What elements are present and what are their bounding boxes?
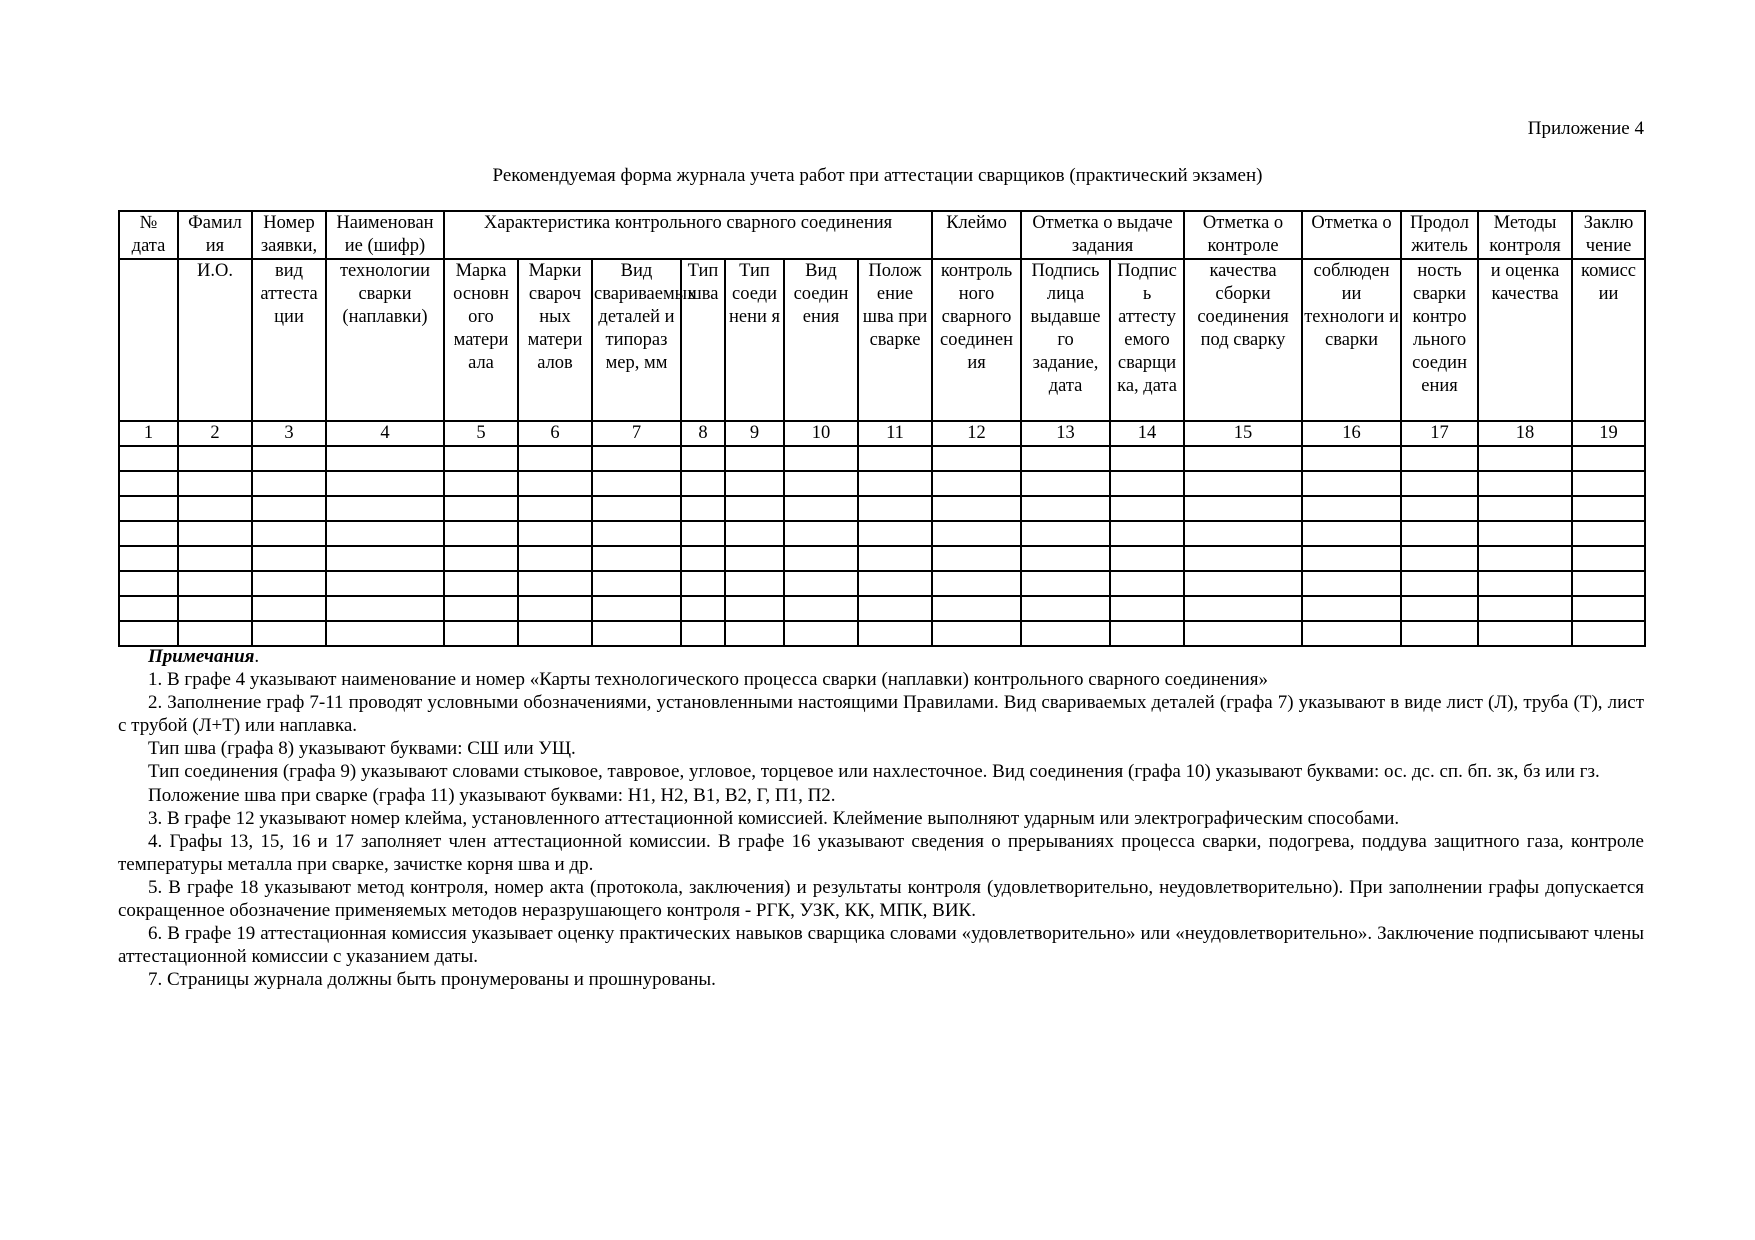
entry-cell[interactable] — [252, 571, 326, 596]
header-cell: качества сборки соединения под сварку — [1184, 259, 1302, 421]
entry-cell[interactable] — [725, 496, 784, 521]
entry-cell[interactable] — [326, 621, 444, 646]
entry-cell[interactable] — [1110, 596, 1184, 621]
entry-cell[interactable] — [1110, 471, 1184, 496]
header-cell: Фамил ия — [178, 211, 252, 259]
header-cell: Наименован ие (шифр) — [326, 211, 444, 259]
entry-row — [119, 496, 1645, 521]
entry-cell[interactable] — [1478, 446, 1572, 471]
entry-cell[interactable] — [1110, 546, 1184, 571]
entry-cell[interactable] — [444, 546, 518, 571]
notes-title: Примечания — [148, 646, 255, 667]
entry-cell[interactable] — [119, 621, 178, 646]
entry-cell[interactable] — [1401, 546, 1478, 571]
column-number: 11 — [858, 421, 932, 446]
entry-cell[interactable] — [444, 471, 518, 496]
entry-cell[interactable] — [725, 521, 784, 546]
entry-cell[interactable] — [444, 446, 518, 471]
entry-cell[interactable] — [592, 446, 681, 471]
entry-cell[interactable] — [681, 521, 725, 546]
entry-cell[interactable] — [252, 446, 326, 471]
entry-cell[interactable] — [1401, 446, 1478, 471]
entry-cell[interactable] — [252, 596, 326, 621]
entry-cell[interactable] — [592, 471, 681, 496]
entry-cell[interactable] — [932, 521, 1021, 546]
header-cell: Вид соедин ения — [784, 259, 858, 421]
entry-cell[interactable] — [252, 471, 326, 496]
header-cell: Полож ение шва при сварке — [858, 259, 932, 421]
column-number: 3 — [252, 421, 326, 446]
entry-cell[interactable] — [1110, 521, 1184, 546]
header-cell: ность сварки контро льного соедин ения — [1401, 259, 1478, 421]
entry-cell[interactable] — [1401, 496, 1478, 521]
header-cell: и оценка качества — [1478, 259, 1572, 421]
entry-cell[interactable] — [858, 496, 932, 521]
note-item: Тип шва (графа 8) указывают буквами: СШ или УЩ. — [148, 738, 576, 760]
entry-cell[interactable] — [858, 596, 932, 621]
entry-cell[interactable] — [1478, 571, 1572, 596]
entry-cell[interactable] — [858, 571, 932, 596]
column-number: 5 — [444, 421, 518, 446]
header-row-1 — [119, 211, 1645, 259]
entry-cell[interactable] — [326, 596, 444, 621]
entry-cell[interactable] — [1478, 521, 1572, 546]
header-cell: Вид свариваемых деталей и типораз мер, мм — [592, 259, 681, 421]
entry-cell[interactable] — [178, 446, 252, 471]
entry-cell[interactable] — [1021, 571, 1110, 596]
entry-cell[interactable] — [784, 596, 858, 621]
note-item: 1. В графе 4 указывают наименование и номер «Карты технологического процесса сварки (наплавки) контрольного сварного соединения» — [148, 669, 1268, 691]
entry-cell[interactable] — [1401, 471, 1478, 496]
note-item: 3. В графе 12 указывают номер клейма, установленного аттестационной комиссией. Клеймение выполняют ударным или электрографическим способами. — [148, 807, 1400, 829]
note-item: 5. В графе 18 указывают метод контроля, номер акта (протокола, заключения) и результаты контроля (удовлетворительно, неудовлетворительно). При заполнении графы допускается сокращенное обозначение применяемых методов неразрушающего контроля - РГК, УЗК, КК, МПК, ВИК. — [118, 876, 1644, 922]
entry-cell[interactable] — [1572, 521, 1645, 546]
entry-row — [119, 446, 1645, 471]
column-number: 17 — [1401, 421, 1478, 446]
entry-cell[interactable] — [1302, 496, 1401, 521]
entry-cell[interactable] — [784, 621, 858, 646]
entry-cell[interactable] — [119, 446, 178, 471]
note-item: 4. Графы 13, 15, 16 и 17 заполняет член аттестационной комиссии. В графе 16 указывают сведения о прерываниях процесса сварки, подогрева, поддува защитного газа, контроле температуры металла при сварке, зачистке корня шва и др. — [118, 830, 1644, 875]
entry-cell[interactable] — [1184, 546, 1302, 571]
notes-title-suffix: . — [254, 646, 260, 667]
entry-cell[interactable] — [1572, 621, 1645, 646]
entry-cell[interactable] — [1021, 546, 1110, 571]
entry-cell[interactable] — [1401, 621, 1478, 646]
entry-cell[interactable] — [592, 621, 681, 646]
entry-cell[interactable] — [119, 521, 178, 546]
entry-cell[interactable] — [1302, 596, 1401, 621]
header-cell: вид аттеста ции — [252, 259, 326, 421]
entry-cell[interactable] — [1572, 546, 1645, 571]
header-cell-weld-characteristics: Характеристика контрольного сварного соединения — [444, 211, 932, 259]
entry-cell[interactable] — [725, 596, 784, 621]
entry-cell[interactable] — [326, 521, 444, 546]
entry-cell[interactable] — [518, 571, 592, 596]
entry-cell[interactable] — [784, 446, 858, 471]
column-number: 15 — [1184, 421, 1302, 446]
entry-cell[interactable] — [681, 596, 725, 621]
entry-cell[interactable] — [1021, 496, 1110, 521]
entry-cell[interactable] — [932, 571, 1021, 596]
header-cell: Тип соеди нени я — [725, 259, 784, 421]
entry-cell[interactable] — [1572, 471, 1645, 496]
entry-row — [119, 471, 1645, 496]
column-number-row — [119, 421, 1645, 446]
header-cell: Марка основн ого матери ала — [444, 259, 518, 421]
entry-cell[interactable] — [1478, 596, 1572, 621]
entry-cell[interactable] — [858, 446, 932, 471]
entry-cell[interactable] — [1021, 471, 1110, 496]
note-item: Положение шва при сварке (графа 11) указывают буквами: Н1, Н2, В1, В2, Г, П1, П2. — [148, 784, 836, 806]
header-cell — [119, 259, 178, 421]
column-number: 8 — [681, 421, 725, 446]
entry-row — [119, 571, 1645, 596]
entry-cell[interactable] — [326, 546, 444, 571]
column-number: 1 — [119, 421, 178, 446]
entry-cell[interactable] — [1110, 571, 1184, 596]
entry-cell[interactable] — [119, 546, 178, 571]
entry-cell[interactable] — [518, 496, 592, 521]
entry-cell[interactable] — [858, 521, 932, 546]
entry-row — [119, 596, 1645, 621]
entry-cell[interactable] — [1302, 521, 1401, 546]
entry-cell[interactable] — [1572, 596, 1645, 621]
entry-cell[interactable] — [932, 446, 1021, 471]
entry-cell[interactable] — [1184, 521, 1302, 546]
column-number: 19 — [1572, 421, 1645, 446]
header-cell: Марки свароч ных матери алов — [518, 259, 592, 421]
entry-cell[interactable] — [518, 546, 592, 571]
entry-cell[interactable] — [1184, 496, 1302, 521]
entry-cell[interactable] — [1021, 446, 1110, 471]
header-cell: технологии сварки (наплавки) — [326, 259, 444, 421]
entry-cell[interactable] — [252, 621, 326, 646]
entry-cell[interactable] — [858, 471, 932, 496]
entry-cell[interactable] — [1572, 496, 1645, 521]
entry-cell[interactable] — [178, 596, 252, 621]
entry-cell[interactable] — [681, 546, 725, 571]
entry-cell[interactable] — [1478, 471, 1572, 496]
entry-cell[interactable] — [932, 496, 1021, 521]
entry-cell[interactable] — [1302, 546, 1401, 571]
entry-cell[interactable] — [178, 621, 252, 646]
entry-cell[interactable] — [178, 496, 252, 521]
entry-cell[interactable] — [681, 496, 725, 521]
header-cell: Заклю чение — [1572, 211, 1645, 259]
entry-cell[interactable] — [1110, 621, 1184, 646]
entry-cell[interactable] — [784, 546, 858, 571]
entry-cell[interactable] — [592, 521, 681, 546]
header-cell: Номер заявки, — [252, 211, 326, 259]
entry-cell[interactable] — [592, 571, 681, 596]
column-number: 14 — [1110, 421, 1184, 446]
entry-cell[interactable] — [1184, 621, 1302, 646]
entry-cell[interactable] — [178, 546, 252, 571]
entry-cell[interactable] — [1401, 596, 1478, 621]
entry-cell[interactable] — [1021, 596, 1110, 621]
column-number: 12 — [932, 421, 1021, 446]
entry-cell[interactable] — [252, 546, 326, 571]
header-cell: Клеймо — [932, 211, 1021, 259]
form-title: Рекомендуемая форма журнала учета работ при аттестации сварщиков (практический экзамен) — [492, 165, 1263, 186]
entry-cell[interactable] — [1110, 446, 1184, 471]
column-number: 2 — [178, 421, 252, 446]
entry-cell[interactable] — [784, 471, 858, 496]
entry-cell[interactable] — [444, 571, 518, 596]
entry-cell[interactable] — [1184, 471, 1302, 496]
header-cell: Отметка о — [1302, 211, 1401, 259]
column-number: 16 — [1302, 421, 1401, 446]
note-item: 6. В графе 19 аттестационная комиссия указывает оценку практических навыков сварщика словами «удовлетворительно» или «неудовлетворительно». Заключение подписывают члены аттестационной комиссии с указанием даты. — [118, 923, 1644, 968]
entry-cell[interactable] — [326, 471, 444, 496]
column-number: 13 — [1021, 421, 1110, 446]
entry-cell[interactable] — [518, 446, 592, 471]
entry-cell[interactable] — [932, 471, 1021, 496]
entry-row — [119, 546, 1645, 571]
column-number: 18 — [1478, 421, 1572, 446]
entry-cell[interactable] — [518, 621, 592, 646]
entry-cell[interactable] — [252, 521, 326, 546]
entry-cell[interactable] — [681, 571, 725, 596]
entry-cell[interactable] — [1478, 496, 1572, 521]
entry-cell[interactable] — [119, 496, 178, 521]
entry-cell[interactable] — [725, 571, 784, 596]
entry-cell[interactable] — [1110, 496, 1184, 521]
note-item: 7. Страницы журнала должны быть пронумерованы и прошнурованы. — [148, 969, 716, 991]
entry-cell[interactable] — [681, 471, 725, 496]
entry-cell[interactable] — [444, 596, 518, 621]
entry-cell[interactable] — [444, 496, 518, 521]
header-cell: Отметка о контроле — [1184, 211, 1302, 259]
entry-row — [119, 621, 1645, 646]
entry-cell[interactable] — [725, 621, 784, 646]
entry-cell[interactable] — [119, 471, 178, 496]
entry-cell[interactable] — [1184, 596, 1302, 621]
entry-cell[interactable] — [326, 571, 444, 596]
entry-cell[interactable] — [444, 521, 518, 546]
column-number: 9 — [725, 421, 784, 446]
header-cell: Подпись лица выдавше го задание, дата — [1021, 259, 1110, 421]
column-number: 4 — [326, 421, 444, 446]
entry-cell[interactable] — [858, 546, 932, 571]
entry-cell[interactable] — [932, 596, 1021, 621]
entry-cell[interactable] — [326, 496, 444, 521]
header-cell: комисс ии — [1572, 259, 1645, 421]
entry-cell[interactable] — [1572, 571, 1645, 596]
entry-cell[interactable] — [1401, 571, 1478, 596]
entry-cell[interactable] — [725, 471, 784, 496]
entry-cell[interactable] — [1302, 571, 1401, 596]
header-cell: И.О. — [178, 259, 252, 421]
header-cell: Методы контроля — [1478, 211, 1572, 259]
entry-row — [119, 521, 1645, 546]
entry-cell[interactable] — [1302, 471, 1401, 496]
entry-cell[interactable] — [1021, 521, 1110, 546]
journal-table — [118, 210, 1646, 647]
header-cell: Продол житель — [1401, 211, 1478, 259]
note-item: Тип соединения (графа 9) указывают словами стыковое, тавровое, угловое, торцевое или нахлесточное. Вид соединения (графа 10) указывают буквами: ос. дс. сп. бп. зк, бз или гз. — [148, 761, 1600, 783]
entry-cell[interactable] — [725, 446, 784, 471]
column-number: 7 — [592, 421, 681, 446]
column-number: 6 — [518, 421, 592, 446]
notes-heading — [118, 645, 1644, 668]
entry-cell[interactable] — [725, 546, 784, 571]
entry-cell[interactable] — [326, 446, 444, 471]
entry-cell[interactable] — [592, 546, 681, 571]
notes-section — [118, 645, 1644, 991]
entry-cell[interactable] — [518, 471, 592, 496]
entry-cell[interactable] — [1302, 621, 1401, 646]
entry-cell[interactable] — [681, 621, 725, 646]
header-cell: № дата — [119, 211, 178, 259]
entry-cell[interactable] — [592, 496, 681, 521]
entry-cell[interactable] — [1184, 571, 1302, 596]
entry-cell[interactable] — [518, 521, 592, 546]
entry-cell[interactable] — [681, 446, 725, 471]
header-cell: соблюден ии технологи и сварки — [1302, 259, 1401, 421]
column-number: 10 — [784, 421, 858, 446]
entry-cell[interactable] — [252, 496, 326, 521]
entry-cell[interactable] — [932, 621, 1021, 646]
header-cell: контроль ного сварного соединен ия — [932, 259, 1021, 421]
appendix-label: Приложение 4 — [1527, 118, 1644, 139]
entry-cell[interactable] — [858, 621, 932, 646]
header-row-2 — [119, 259, 1645, 421]
entry-cell[interactable] — [444, 621, 518, 646]
entry-cell[interactable] — [1401, 521, 1478, 546]
header-cell: Подпис ь аттесту емого сварщи ка, дата — [1110, 259, 1184, 421]
entry-cell[interactable] — [592, 596, 681, 621]
entry-cell[interactable] — [178, 571, 252, 596]
entry-cell[interactable] — [1478, 621, 1572, 646]
entry-cell[interactable] — [784, 496, 858, 521]
entry-cell[interactable] — [784, 521, 858, 546]
header-cell: Тип шва — [681, 259, 725, 421]
entry-cell[interactable] — [119, 571, 178, 596]
entry-cell[interactable] — [178, 471, 252, 496]
entry-cell[interactable] — [178, 521, 252, 546]
entry-cell[interactable] — [1302, 446, 1401, 471]
note-item: 2. Заполнение граф 7-11 проводят условными обозначениями, установленными настоящими Правилами. Вид свариваемых деталей (графа 7) указывают в виде лист (Л), труба (Т), лист с трубой (Л+Т) или наплавка. — [118, 692, 1644, 737]
entry-cell[interactable] — [784, 571, 858, 596]
entry-cell[interactable] — [1184, 446, 1302, 471]
header-cell: Отметка о выдаче задания — [1021, 211, 1184, 259]
entry-cell[interactable] — [1478, 546, 1572, 571]
entry-cell[interactable] — [518, 596, 592, 621]
entry-cell[interactable] — [932, 546, 1021, 571]
entry-cell[interactable] — [1021, 621, 1110, 646]
entry-cell[interactable] — [1572, 446, 1645, 471]
entry-cell[interactable] — [119, 596, 178, 621]
